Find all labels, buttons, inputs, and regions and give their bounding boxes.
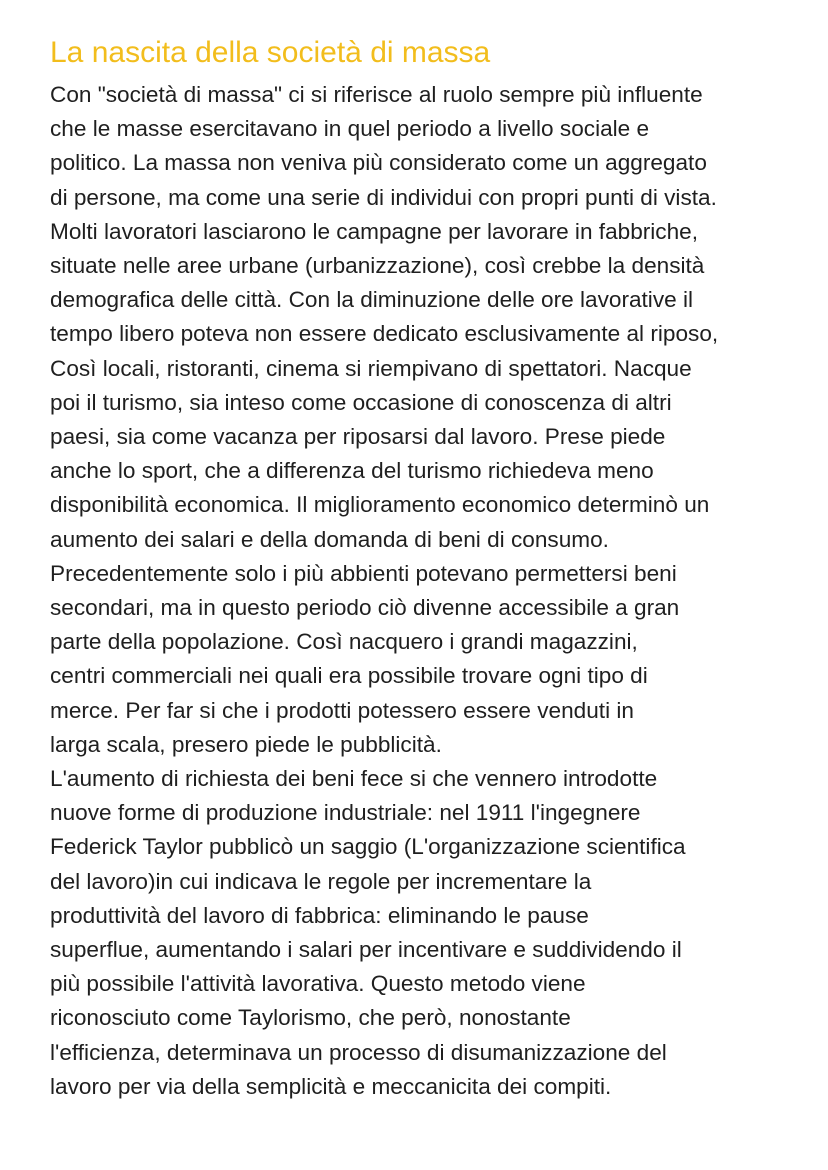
text-line: superflue, aumentando i salari per incentivare e suddividendo il xyxy=(50,937,682,963)
text-line: anche lo sport, che a differenza del turismo richiedeva meno xyxy=(50,458,654,484)
page-title: La nascita della società di massa xyxy=(50,36,491,69)
text-line: che le masse esercitavano in quel periodo a livello sociale e xyxy=(50,116,650,142)
text-line: del lavoro)in cui indicava le regole per incrementare la xyxy=(50,868,592,894)
text-line: aumento dei salari e della domanda di beni di consumo. xyxy=(50,526,609,552)
text-line: demografica delle città. Con la diminuzione delle ore lavorative il xyxy=(50,287,694,313)
text-line: tempo libero poteva non essere dedicato esclusivamente al riposo, xyxy=(50,321,719,347)
document-page xyxy=(50,34,820,1104)
text-line: merce. Per far si che i prodotti potessero essere venduti in xyxy=(50,697,634,723)
text-line: centri commerciali nei quali era possibile trovare ogni tipo di xyxy=(50,663,648,689)
text-line: di persone, ma come una serie di individui con propri punti di vista. xyxy=(50,184,717,210)
text-line: paesi, sia come vacanza per riposarsi dal lavoro. Prese piede xyxy=(50,424,666,450)
text-line: l'efficienza, determinava un processo di disumanizzazione del xyxy=(50,1039,667,1065)
text-line: Con "società di massa" ci si riferisce al ruolo sempre più influente xyxy=(50,82,703,107)
text-line: riconosciuto come Taylorismo, che però, nonostante xyxy=(50,1005,571,1031)
text-line: disponibilità economica. Il miglioramento economico determinò un xyxy=(50,492,710,518)
text-line: poi il turismo, sia inteso come occasione di conoscenza di altri xyxy=(50,389,672,415)
text-line: nuove forme di produzione industriale: nel 1911 l'ingegnere xyxy=(50,800,641,826)
text-line: lavoro per via della semplicità e meccanicita dei compiti. xyxy=(50,1073,612,1099)
text-line: Molti lavoratori lasciarono le campagne per lavorare in fabbriche, xyxy=(50,218,699,244)
text-line: secondari, ma in questo periodo ciò divenne accessibile a gran xyxy=(50,595,680,621)
text-line: parte della popolazione. Così nacquero i grandi magazzini, xyxy=(50,629,638,655)
text-line: larga scala, presero piede le pubblicità. xyxy=(50,731,442,757)
text-line: L'aumento di richiesta dei beni fece si che vennero introdotte xyxy=(50,766,658,792)
body-text xyxy=(50,78,820,1104)
text-line: politico. La massa non veniva più considerato come un aggregato xyxy=(50,150,707,176)
text-line: Precedentemente solo i più abbienti potevano permettersi beni xyxy=(50,560,677,586)
text-line: più possibile l'attività lavorativa. Questo metodo viene xyxy=(50,971,586,997)
text-line: Federick Taylor pubblicò un saggio (L'organizzazione scientifica xyxy=(50,834,686,860)
text-line: Così locali, ristoranti, cinema si riempivano di spettatori. Nacque xyxy=(50,355,692,381)
text-line: situate nelle aree urbane (urbanizzazione), così crebbe la densità xyxy=(50,253,705,279)
text-line: produttività del lavoro di fabbrica: eliminando le pause xyxy=(50,902,589,928)
